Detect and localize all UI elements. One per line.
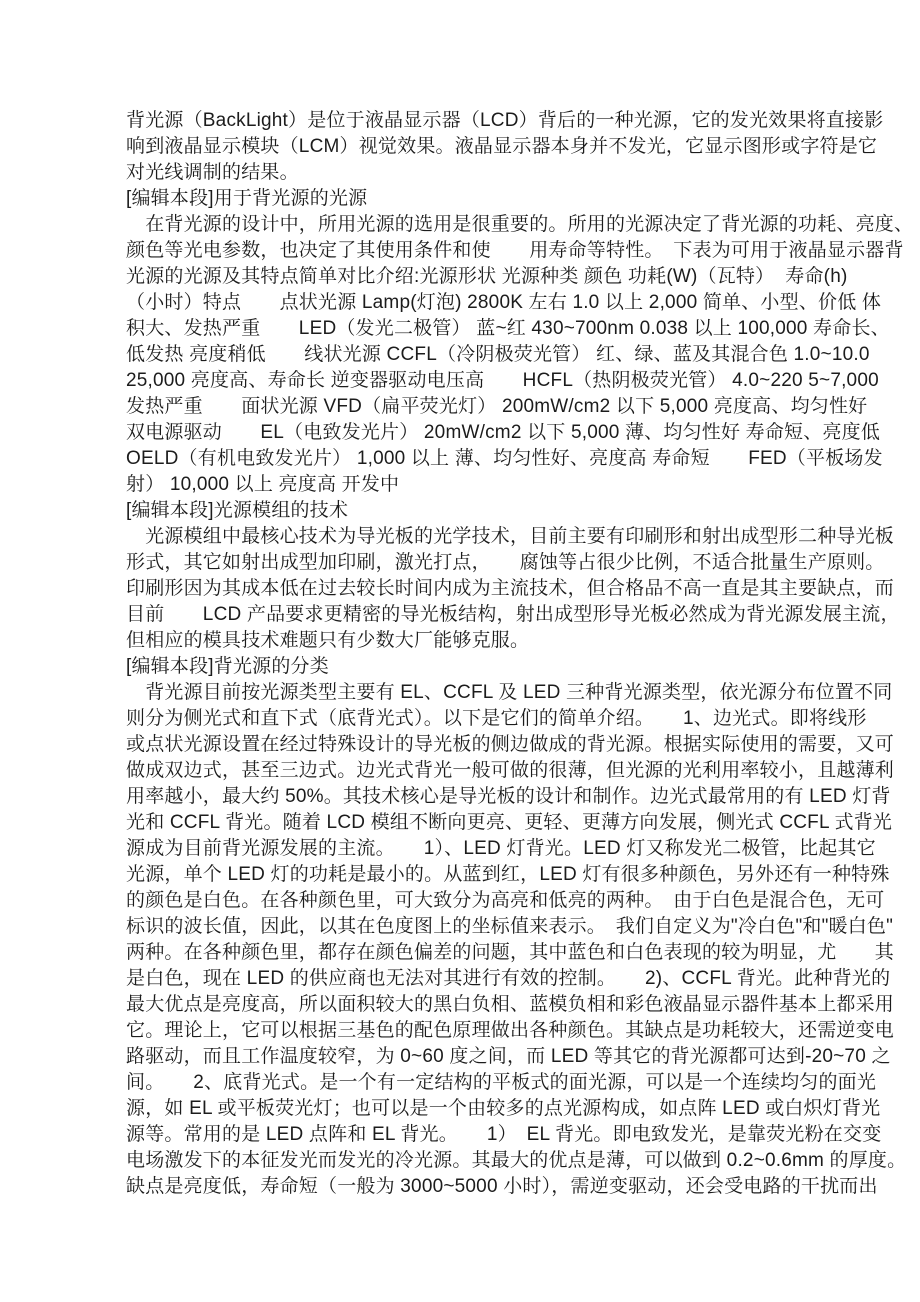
text-line: 间。 2、底背光式。是一个有一定结构的平板式的面光源，可以是一个连续均匀的面光 xyxy=(126,1072,877,1093)
text-line: 响到液晶显示模块（LCM）视觉效果。液晶显示器本身并不发光，它显示图形或字符是它 xyxy=(126,136,878,157)
text-line: 源成为目前背光源发展的主流。 1）、LED 灯背光。LED 灯又称发光二极管，比起其它 xyxy=(126,838,876,859)
text-line: 或点状光源设置在经过特殊设计的导光板的侧边做成的背光源。根据实际使用的需要，又可 xyxy=(126,734,895,755)
paragraph xyxy=(126,212,914,498)
text-line: 电场激发下的本征发光而发光的冷光源。其最大的优点是薄，可以做到 0.2~0.6mm 的厚度。 xyxy=(126,1150,907,1171)
text-line: 源等。常用的是 LED 点阵和 EL 背光。 1） EL 背光。即电致发光，是靠荧光粉在交变 xyxy=(126,1124,882,1145)
text-line: 背光源（BackLight）是位于液晶显示器（LCD）背后的一种光源，它的发光效果将直接影 xyxy=(126,110,884,131)
text-line: 形式，其它如射出成型加印刷，激光打点， 腐蚀等占很少比例，不适合批量生产原则。 xyxy=(126,552,885,573)
paragraph xyxy=(126,680,907,1200)
text-line: 在背光源的设计中，所用光源的选用是很重要的。所用的光源决定了背光源的功耗、亮度、 xyxy=(126,214,914,235)
text-line: 标识的波长值，因此，以其在色度图上的坐标值来表示。 我们自定义为"冷白色"和"暖白色" xyxy=(126,916,894,937)
text-line: OELD（有机电致发光片） 1,000 以上 薄、均匀性好、亮度高 寿命短 FED（平板场发 xyxy=(126,448,883,469)
section-heading xyxy=(126,498,896,524)
text-line: 射） 10,000 以上 亮度高 开发中 xyxy=(126,474,400,495)
text-line: 颜色等光电参数，也决定了其使用条件和使 用寿命等特性。 下表为可用于液晶显示器背 xyxy=(126,240,904,261)
text-line: 做成双边式，甚至三边式。边光式背光一般可做的很薄，但光源的光利用率较小，且越薄利 xyxy=(126,760,895,781)
text-line: 路驱动，而且工作温度较窄，为 0~60 度之间，而 LED 等其它的背光源都可达到-20~70 之 xyxy=(126,1046,891,1067)
text-line: 源，如 EL 或平板荧光灯；也可以是一个由较多的点光源构成，如点阵 LED 或白炽灯背光 xyxy=(126,1098,881,1119)
text-line: 两种。在各种颜色里，都存在颜色偏差的问题，其中蓝色和白色表现的较为明显，尤 其 xyxy=(126,942,895,963)
text-line: 双电源驱动 EL（电致发光片） 20mW/cm2 以下 5,000 薄、均匀性好 寿命短、亮度低 xyxy=(126,422,881,443)
text-line: 积大、发热严重 LED（发光二极管） 蓝~红 430~700nm 0.038 以上 100,000 寿命长、 xyxy=(126,318,890,339)
text-line: 光源，单个 LED 灯的功耗是最小的。从蓝到红，LED 灯有很多种颜色，另外还有一种特殊 xyxy=(126,864,890,885)
text-line: 对光线调制的结果。 xyxy=(126,162,299,183)
text-line: 则分为侧光式和直下式（底背光式）。以下是它们的简单介绍。 1、边光式。即将线形 xyxy=(126,708,867,729)
text-line: 用率越小，最大约 50%。其技术核心是导光板的设计和制作。边光式最常用的有 LED 灯背 xyxy=(126,786,891,807)
text-line: （小时）特点 点状光源 Lamp(灯泡) 2800K 左右 1.0 以上 2,000 简单、小型、价低 体 xyxy=(126,292,882,313)
document-body xyxy=(126,108,914,1200)
text-line: 光和 CCFL 背光。随着 LCD 模组不断向更亮、更轻、更薄方向发展，侧光式 CCFL 式背光 xyxy=(126,812,893,833)
text-line: 背光源目前按光源类型主要有 EL、CCFL 及 LED 三种背光源类型，依光源分布位置不同 xyxy=(126,682,893,703)
text-line: 25,000 亮度高、寿命长 逆变器驱动电压高 HCFL（热阴极荧光管） 4.0~220 5~7,000 xyxy=(126,370,879,391)
paragraph xyxy=(126,108,896,186)
text-line: 的颜色是白色。在各种颜色里，可大致分为高亮和低亮的两种。 由于白色是混合色，无可 xyxy=(126,890,885,911)
text-line: 光源的光源及其特点简单对比介绍:光源形状 光源种类 颜色 功耗(W)（瓦特） 寿命(h) xyxy=(126,266,848,287)
text-line: 但相应的模具技术难题只有少数大厂能够克服。 xyxy=(126,630,530,651)
text-line: 最大优点是亮度高，所以面积较大的黑白负相、蓝模负相和彩色液晶显示器件基本上都采用 xyxy=(126,994,895,1015)
text-line: 发热严重 面状光源 VFD（扁平荧光灯） 200mW/cm2 以下 5,000 亮度高、均匀性好 xyxy=(126,396,868,417)
text-line: 它。理论上，它可以根据三基色的配色原理做出各种颜色。其缺点是功耗较大，还需逆变电 xyxy=(126,1020,895,1041)
text-line: 缺点是亮度低，寿命短（一般为 3000~5000 小时），需逆变驱动，还会受电路的干扰而出 xyxy=(126,1176,878,1197)
text-line: 光源模组中最核心技术为导光板的光学技术，目前主要有印刷形和射出成型形二种导光板 xyxy=(126,526,895,547)
text-line: 是白色，现在 LED 的供应商也无法对其进行有效的控制。 2)、CCFL 背光。此种背光的 xyxy=(126,968,891,989)
paragraph xyxy=(126,524,900,654)
section-heading xyxy=(126,654,896,680)
text-line: [编辑本段]光源模组的技术 xyxy=(126,500,349,521)
text-line: 低发热 亮度稍低 线状光源 CCFL（冷阴极荧光管） 红、绿、蓝及其混合色 1.0~10.0 xyxy=(126,344,870,365)
text-line: 目前 LCD 产品要求更精密的导光板结构，射出成型形导光板必然成为背光源发展主流， xyxy=(126,604,900,625)
text-line: 印刷形因为其成本低在过去较长时间内成为主流技术，但合格品不高一直是其主要缺点，而 xyxy=(126,578,895,599)
text-line: [编辑本段]背光源的分类 xyxy=(126,656,329,677)
text-line: [编辑本段]用于背光源的光源 xyxy=(126,188,368,209)
section-heading xyxy=(126,186,896,212)
